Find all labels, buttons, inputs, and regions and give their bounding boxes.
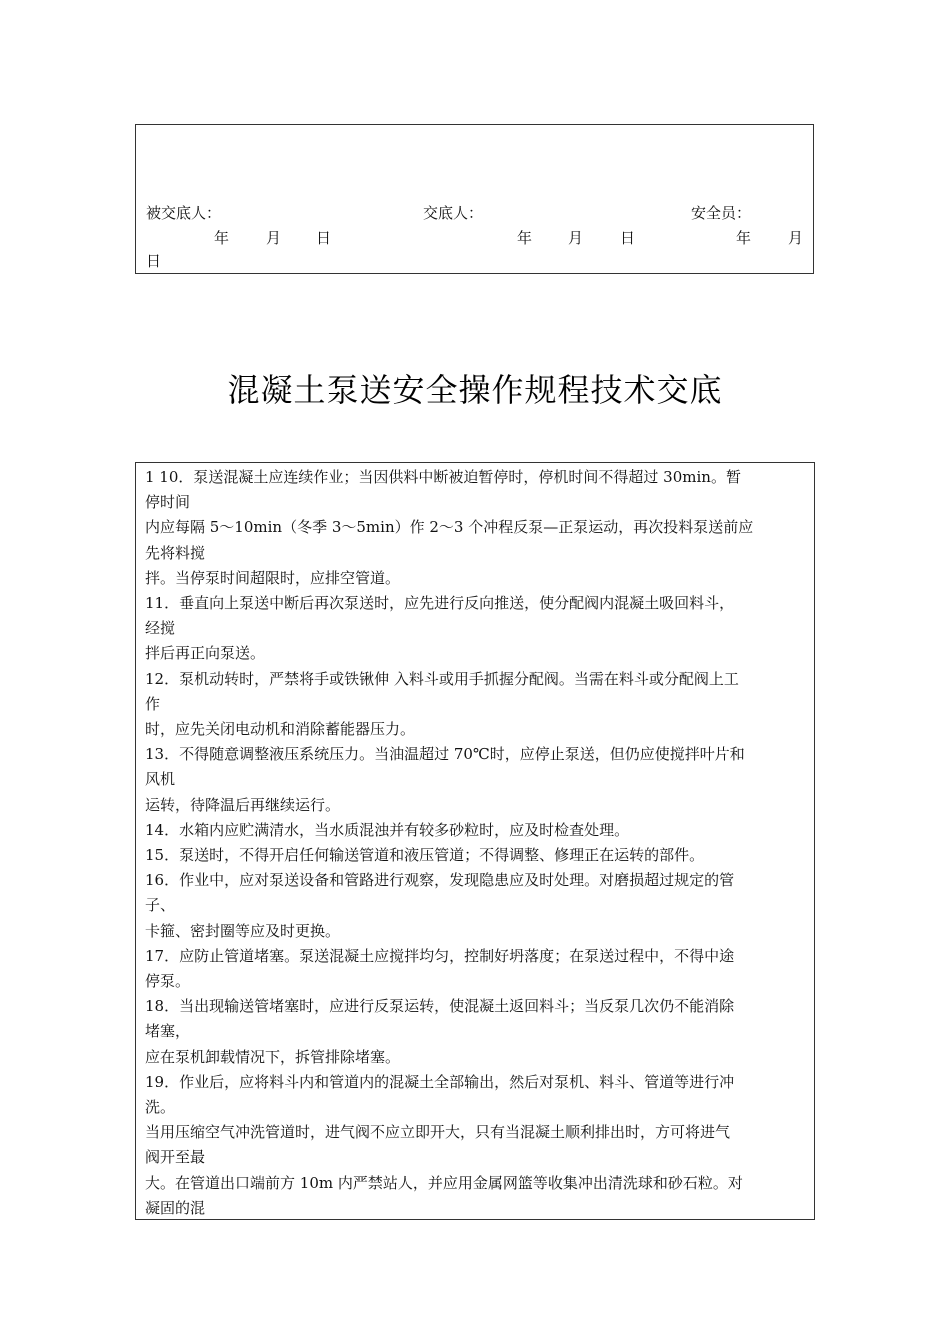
content-line: 运转，待降温后再继续运行。 — [145, 795, 341, 814]
content-line: 19．作业后，应将料斗内和管道内的混凝土全部输出，然后对泵机、料斗、管道等进行冲 — [145, 1072, 735, 1091]
content-line: 风机 — [145, 770, 176, 789]
presenter-label: 交底人： — [423, 204, 484, 222]
content-line: 堵塞， — [145, 1022, 191, 1041]
content-box — [135, 462, 815, 1220]
content-line: 应在泵机卸载情况下，拆管排除堵塞。 — [145, 1047, 401, 1066]
signature-box — [135, 124, 814, 274]
content-line: 18．当出现输送管堵塞时，应进行反泵运转，使混凝土返回料斗；当反泵几次仍不能消除 — [145, 997, 735, 1016]
recipient-label: 被交底人： — [146, 204, 222, 222]
content-line: 16．作业中，应对泵送设备和管路进行观察，发现隐患应及时处理。对磨损超过规定的管 — [145, 871, 735, 890]
content-line: 洗。 — [145, 1098, 176, 1117]
date-year-3: 年 — [736, 229, 752, 247]
content-line: 子、 — [145, 896, 176, 915]
content-line: 先将料搅 — [145, 543, 206, 562]
content-line: 内应每隔 5～10min（冬季 3～5min）作 2～3 个冲程反泵—正泵运动，再次投料泵送前应 — [145, 518, 754, 537]
document-title: 混凝土泵送安全操作规程技术交底 — [227, 371, 723, 409]
content-line: 拌。当停泵时间超限时，应排空管道。 — [145, 568, 401, 587]
content-line: 卡箍、密封圈等应及时更换。 — [145, 921, 341, 940]
date-year-1: 年 — [214, 229, 230, 247]
date-day-2: 日 — [620, 229, 636, 247]
content-line: 作 — [145, 694, 161, 713]
safety-officer-label: 安全员： — [691, 204, 752, 222]
content-line: 凝固的混 — [145, 1198, 206, 1217]
date-year-2: 年 — [517, 229, 533, 247]
content-line: 停时间 — [145, 493, 191, 512]
content-line: 15．泵送时，不得开启任何输送管道和液压管道；不得调整、修理正在运转的部件。 — [145, 846, 705, 865]
content-line: 经搅 — [145, 619, 176, 638]
date-month-2: 月 — [568, 229, 584, 247]
date-day-3: 日 — [146, 252, 162, 270]
content-line: 当用压缩空气冲洗管道时，进气阀不应立即开大，只有当混凝土顺利排出时，方可将进气 — [145, 1123, 731, 1142]
content-line: 12．泵机动转时，严禁将手或铁锹伸 入料斗或用手抓握分配阀。当需在料斗或分配阀上工 — [145, 669, 739, 688]
content-line: 阀开至最 — [145, 1148, 206, 1167]
content-line: 停泵。 — [145, 972, 191, 991]
date-month-1: 月 — [266, 229, 282, 247]
content-line: 14．水箱内应贮满清水，当水质混浊并有较多砂粒时，应及时检查处理。 — [145, 820, 630, 839]
content-line: 时，应先关闭电动机和消除蓄能器压力。 — [145, 720, 416, 739]
content-line: 1 10．泵送混凝土应连续作业；当因供料中断被迫暂停时，停机时间不得超过 30min。暂 — [145, 468, 741, 486]
content-line: 11．垂直向上泵送中断后再次泵送时，应先进行反向推送，使分配阀内混凝土吸回料斗， — [145, 594, 735, 613]
content-line: 17．应防止管道堵塞。泵送混凝土应搅拌均匀，控制好坍落度；在泵送过程中，不得中途 — [145, 946, 735, 965]
content-line: 13．不得随意调整液压系统压力。当油温超过 70℃时，应停止泵送，但仍应使搅拌叶片和 — [145, 745, 745, 764]
content-line: 大。在管道出口端前方 10m 内严禁站人，并应用金属网篮等收集冲出清洗球和砂石粒。对 — [145, 1173, 743, 1192]
content-line: 拌后再正向泵送。 — [145, 644, 266, 663]
date-month-3: 月 — [788, 229, 804, 247]
date-day-1: 日 — [316, 229, 332, 247]
